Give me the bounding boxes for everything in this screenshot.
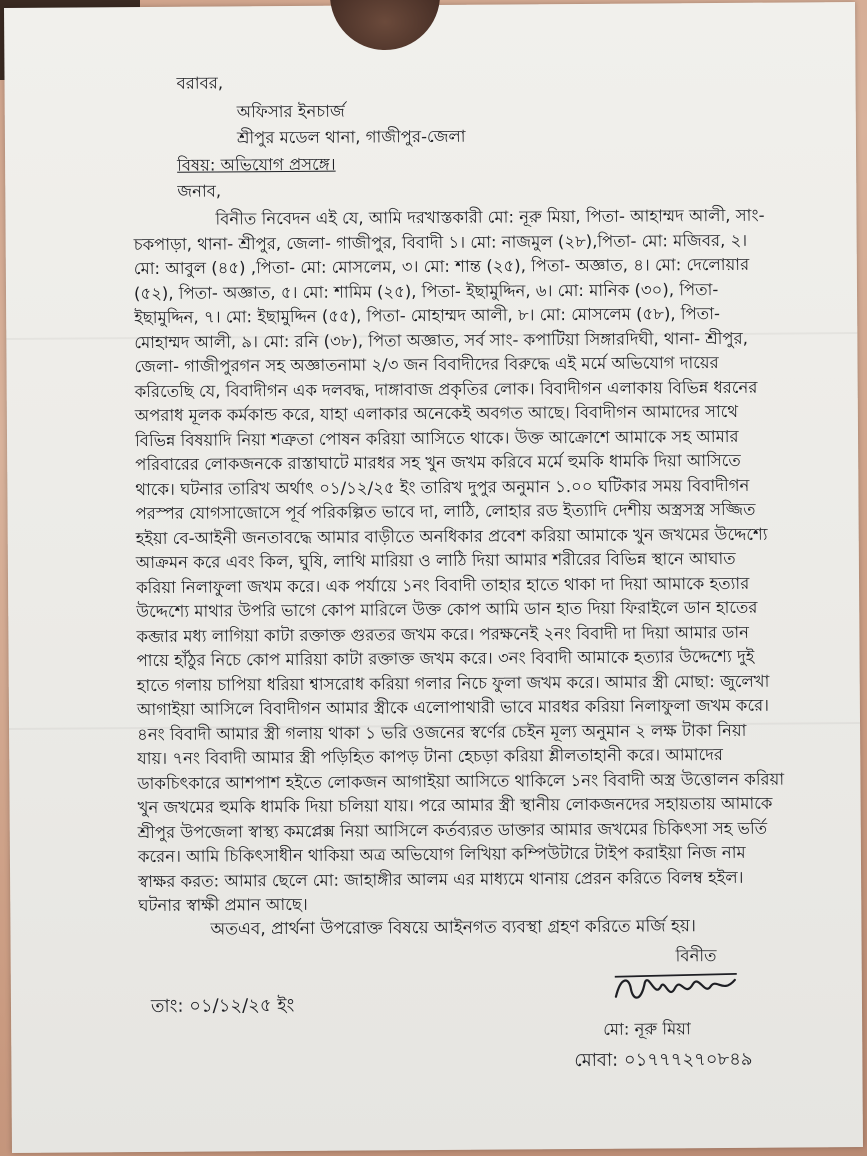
body-line: পরস্পর যোগসাজোসে পূর্ব পরিকল্পিত ভাবে দা, লাঠি, লোহার রড ইত্যাদি দেশীয় অস্ত্রসস্ত্র সজ্জিত: [135, 499, 756, 524]
signature: [611, 968, 741, 1009]
greeting: জনাব,: [177, 181, 222, 201]
body-line: ইছামুদ্দিন, ৭। মো: ইছামুদ্দিন (৫৫), পিতা- মোহাম্মদ আলী, ৮। মো: মোসলেম (৫৮), পিতা-: [134, 303, 720, 328]
body-line: করিতেছি যে, বিবাদীগন এক দলবদ্ধ, দাঙ্গাবাজ প্রকৃতির লোক। বিবাদীগন এলাকায় বিভিন্ন ধরনের: [134, 377, 758, 401]
body-line: মো: আবুল (৪৫) ,পিতা- মো: মোসলেম, ৩। মো: শান্ত (২৫), পিতা- অজ্ঞাত, ৪। মো: দেলোয়ার: [133, 254, 750, 279]
closing-text: বিনীত: [675, 946, 717, 966]
body-line: অপরাধ মূলক কর্মকান্ড করে, যাহা এলাকার অনেকেই অবগত আছে। বিবাদীগন আমাদের সাথে: [134, 401, 739, 426]
body-line: হইয়া বে-আইনী জনতাবদ্ধে আমার বাড়ীতে অনধিকার প্রবেশ করিয়া আমাকে খুন জখমের উদ্দেশ্যে: [135, 524, 768, 548]
body-line: জেলা- গাজীপুরগন সহ অজ্ঞাতনামা ২/৩ জন বিবাদীদের বিরুদ্ধে এই মর্মে অভিযোগ দায়ের: [134, 353, 719, 377]
body-line: থাকে। ঘটনার তারিখ অর্থাৎ ০১/১২/২৫ ইং তারিখ দুপুর অনুমান ১.০০ ঘটিকার সময় বিবাদীগন: [135, 475, 750, 499]
body-line: ঘটনার স্বাক্ষী প্রমান আছে।: [138, 894, 308, 916]
letter-paper: [4, 2, 863, 1153]
body-line: ৪নং বিবাদী আমার স্ত্রী গলায় থাকা ১ ভরি ওজনের স্বর্ণের চেইন মূল্য অনুমান ২ লক্ষ টাকা নিয়া: [137, 720, 747, 744]
body-line: করিয়া নিলাফুলা জখম করে। এক পর্যায়ে ১নং বিবাদী তাহার হাতে থাকা দা দিয়া আমাকে হত্যার: [135, 573, 750, 597]
body-line: আগাইয়া আসিলে বিবাদীগন আমার স্ত্রীকে এলোপাথারী ভাবে মারধর করিয়া নিলাফুলা জখম করে।: [136, 695, 770, 720]
body-line: ডাকচিৎকারে আশপাশ হইতে লোকজন আগাইয়া আসিতে থাকিলে ১নং বিবাদী অস্ত্র উত্তোলন করিয়া: [137, 769, 785, 793]
body-line: হাতে গলায় চাপিয়া ধরিয়া শ্বাসরোধ করিয়া গলার নিচে ফুলা জখম করে। আমার স্ত্রী মোছা: জুলেখা: [136, 671, 770, 695]
body-line: (৫২), পিতা- অজ্ঞাত, ৫। মো: শামিম (২৫), পিতা- ইছামুদ্দিন, ৬। মো: মানিক (৩০), পিতা-: [133, 279, 719, 303]
salutation-to: বরাবর,: [176, 73, 224, 93]
body-line: কব্জার মধ্য লাগিয়া কাটা রক্তাক্ত গুরতর জখম করে। পরক্ষনেই ২নং বিবাদী দা দিয়া আমার ডান: [136, 622, 750, 646]
body-line: চকপাড়া, থানা- শ্রীপুর, জেলা- গাজীপুর, বিবাদী ১। মো: নাজমুল (২৮),পিতা- মো: মজিবর, ২।: [133, 230, 748, 254]
sender-mobile: মোবা: ০১৭৭৭২৭০৮৪৯: [574, 1048, 753, 1072]
body-line: করেন। আমি চিকিৎসাধীন থাকিয়া অত্র অভিযোগ লিখিয়া কম্পিউটারে টাইপ করাইয়া নিজ নাম: [137, 842, 746, 867]
body-line: খুন জখমের হুমকি ধামকি দিয়া চলিয়া যায়। পরে আমার স্ত্রী স্থানীয় লোকজনদের সহায়তায় আমাকে: [137, 793, 773, 818]
body-line: পায়ে হাঁঠুর নিচে কোপ মারিয়া কাটা রক্তাক্ত জখম করে। ৩নং বিবাদী আমাকে হত্যার উদ্দেশ্যে দুই: [136, 646, 755, 671]
recipient-title: অফিসার ইনচার্জ: [236, 101, 345, 122]
body-line: পরিবারের লোকজনকে রাস্তাঘাটে মারধর সহ খুন জখম করিবে মর্মে হুমকি ধামকি দিয়া আসিতে: [135, 450, 741, 475]
body-line: শ্রীপুর উপজেলা স্বাস্থ্য কমপ্লেক্স নিয়া আসিলে কর্তব্যরত ডাক্তার আমার জখমের চিকিৎসা সহ ভর্তি: [137, 818, 768, 842]
body-line: স্বাক্ষর করত: আমার ছেলে মো: জাহাঙ্গীর আলম এর মাধ্যমে থানায় প্রেরন করিতে বিলম্ব হইল।: [138, 867, 744, 891]
body-line: উদ্দেশ্যে মাথার উপরি ভাগে কোপ মারিলে উক্ত কোপ আমি ডান হাত দিয়া ফিরাইলে ডান হাতের: [136, 597, 758, 622]
subject-line: বিষয়: অভিযোগ প্রসঙ্গে।: [177, 154, 336, 175]
prayer-line: অতএব, প্রার্থনা উপরোক্ত বিষয়ে আইনগত ব্যবস্থা গ্রহণ করিতে মর্জি হয়।: [210, 916, 697, 940]
body-line: আক্রমন করে এবং কিল, ঘুষি, লাথি মারিয়া ও লাঠি দিয়া আমার শরীরের বিভিন্ন স্থানে আঘাত: [135, 548, 736, 573]
sender-name: মো: নূরু মিয়া: [603, 1019, 691, 1039]
body-line: যায়। ৭নং বিবাদী আমার স্ত্রী পড়িহিত কাপড় টানা হেচড়া করিয়া শ্লীলতাহানী করে। আমাদের: [137, 744, 723, 769]
body-line: বিভিন্ন বিষয়াদি নিয়া শত্রুতা পোষন করিয়া আসিতে থাকে। উক্ত আক্রোশে আমাকে সহ আমার: [134, 426, 739, 450]
body-line: বিনীত নিবেদন এই যে, আমি দরখাস্তকারী মো: নূরু মিয়া, পিতা- আহাম্মদ আলী, সাং-: [215, 205, 765, 229]
recipient-place: শ্রীপুর মডেল থানা, গাজীপুর-জেলা: [236, 126, 466, 148]
body-line: মোহাম্মদ আলী, ৯। মো: রনি (৩৮), পিতা অজ্ঞাত, সর্ব সাং- কপাটিয়া সিঙ্গারদিঘী, থানা- শ্রীপুর,: [134, 328, 748, 352]
letter-date: তাং: ০১/১২/২৫ ইং: [150, 994, 295, 1017]
